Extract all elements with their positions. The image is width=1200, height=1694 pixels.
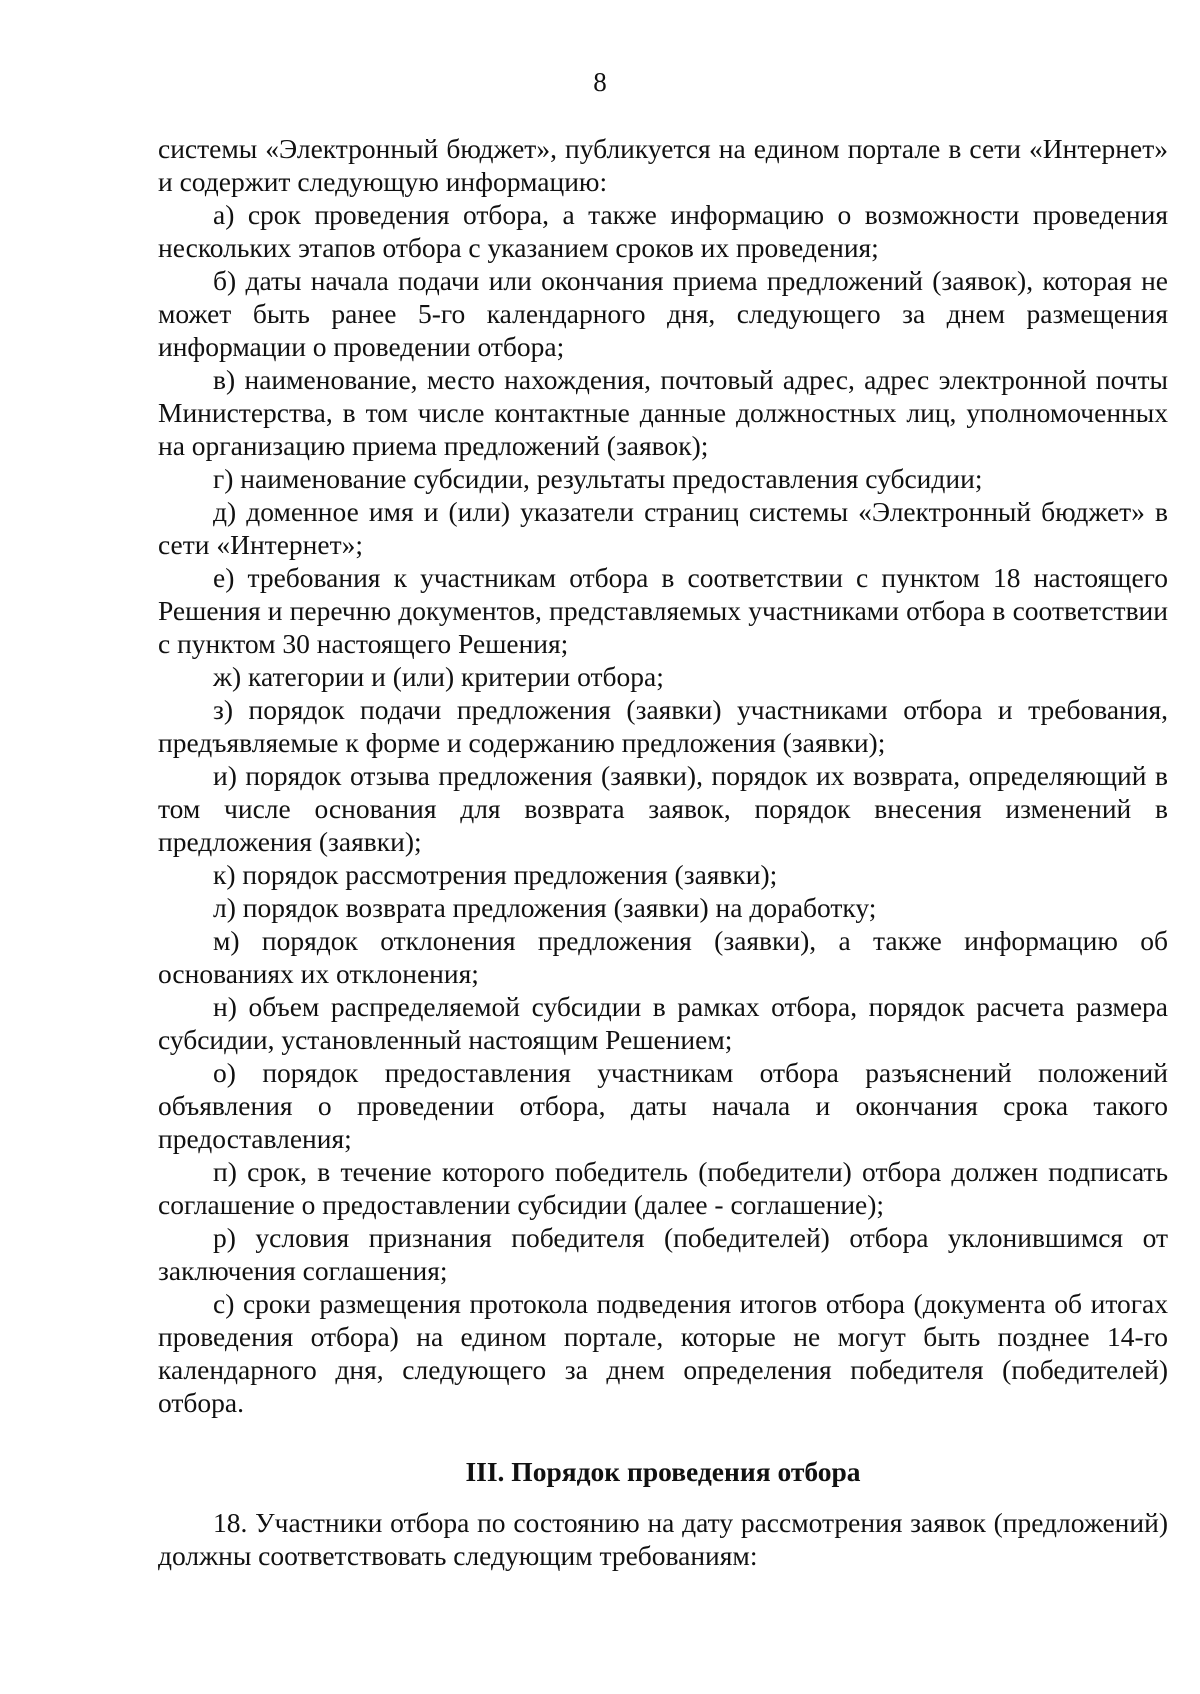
section-heading: III. Порядок проведения отбора [465,1456,861,1487]
list-item-zh: ж) категории и (или) критерии отбора; [213,661,664,692]
paragraph-18: 18. Участники отбора по состоянию на дату рассмотрения заявок (предложений) должны соответствовать следующим требованиям: [158,1507,1168,1571]
list-item-a: а) срок проведения отбора, а также информацию о возможности проведения нескольких этапов отбора с указанием сроков их проведения; [158,199,1168,263]
list-item-n: н) объем распределяемой субсидии в рамках отбора, порядок расчета размера субсидии, установленный настоящим Решением; [158,991,1168,1055]
document-body [158,132,1168,1572]
list-item-s: с) сроки размещения протокола подведения итогов отбора (документа об итогах проведения отбора) на едином портале, которые не могут быть позднее 14-го календарного дня, следующего за днем определения победителя (победителей) отбора. [158,1288,1168,1418]
list-item-l: л) порядок возврата предложения (заявки) на доработку; [213,892,877,923]
list-item-p: п) срок, в течение которого победитель (победители) отбора должен подписать соглашение о предоставлении субсидии (далее - соглашение); [158,1156,1168,1220]
list-item-d: д) доменное имя и (или) указатели страниц системы «Электронный бюджет» в сети «Интернет»; [158,496,1168,560]
list-item-z: з) порядок подачи предложения (заявки) участниками отбора и требования, предъявляемые к форме и содержанию предложения (заявки); [158,694,1168,758]
list-item-m: м) порядок отклонения предложения (заявки), а также информацию об основаниях их отклонения; [158,925,1168,989]
list-item-o: о) порядок предоставления участникам отбора разъяснений положений объявления о проведении отбора, даты начала и окончания срока такого предоставления; [158,1057,1168,1154]
list-item-v: в) наименование, место нахождения, почтовый адрес, адрес электронной почты Министерства, в том числе контактные данные должностных лиц, уполномоченных на организацию приема предложений (заявок); [158,364,1168,461]
paragraph-continuation: системы «Электронный бюджет», публикуется на едином портале в сети «Интернет» и содержит следующую информацию: [158,133,1168,197]
list-item-i: и) порядок отзыва предложения (заявки), порядок их возврата, определяющий в том числе основания для возврата заявок, порядок внесения изменений в предложения (заявки); [158,760,1168,857]
list-item-b: б) даты начала подачи или окончания приема предложений (заявок), которая не может быть ранее 5-го календарного дня, следующего за днем размещения информации о проведении отбора; [158,265,1168,362]
list-item-r: р) условия признания победителя (победителей) отбора уклонившимся от заключения соглашения; [158,1222,1168,1286]
list-item-g: г) наименование субсидии, результаты предоставления субсидии; [213,463,983,494]
list-item-k: к) порядок рассмотрения предложения (заявки); [213,859,778,890]
page-number: 8 [593,67,607,97]
list-item-e: е) требования к участникам отбора в соответствии с пунктом 18 настоящего Решения и перечню документов, представляемых участниками отбора в соответствии с пунктом 30 настоящего Решения; [158,562,1168,659]
